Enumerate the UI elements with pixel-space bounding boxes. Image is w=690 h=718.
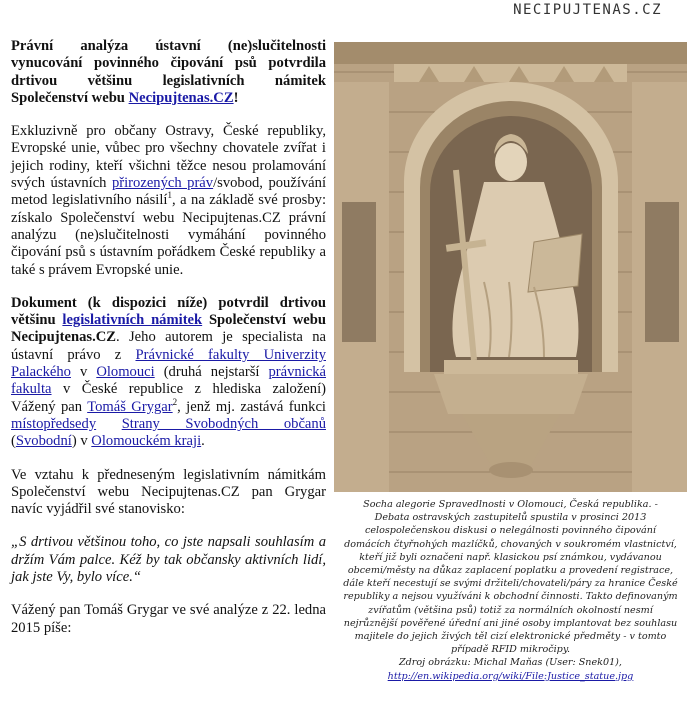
caption-line: celospolečenskou diskusi o nelegálnosti povinného čipování — [364, 525, 657, 537]
footnote-2: 2 — [172, 396, 178, 407]
objections-link[interactable]: legislativních námitek — [62, 312, 203, 329]
region-link[interactable]: Olomouckém kraji — [91, 433, 202, 450]
svobodni-link[interactable]: Svobodní — [15, 433, 72, 450]
paragraph-1 — [11, 123, 326, 279]
caption-line: případě RFID mikročipy. — [450, 644, 571, 656]
faculty-link[interactable]: Právnické fakulty Univerzity Palackého — [11, 346, 326, 381]
para2-text-4: v České republice z hlediska založení) Vážený pan — [11, 381, 326, 415]
para2-text-2: v — [70, 364, 97, 381]
para2-text-3: (druhá nejstarší — [154, 364, 269, 381]
caption-line: nejrůznější pověřené úřední ani jiné osoby implantovat bez souhlasu — [343, 617, 678, 629]
para2-text-8: ) v — [71, 433, 92, 450]
natural-rights-link[interactable]: přirozených práv — [111, 175, 214, 192]
caption-line: republiky a nejsou využíváni k obchodní činnosti. Takto definovaným — [343, 591, 678, 603]
paragraph-2 — [11, 295, 326, 451]
law-faculty-link[interactable]: právnická fakulta — [11, 364, 326, 398]
caption-line: zvířatům (většina psů) totiž za normálních okolností nesmí — [368, 604, 653, 616]
justice-statue-photo — [334, 42, 687, 492]
para2-text-7: ( — [11, 433, 16, 450]
vice-chair-link[interactable]: místopředsedy — [11, 415, 97, 432]
para2-bold-2: Společenství webu Necipujtenas.CZ — [11, 312, 326, 346]
site-header: NECIPUJTENAS.CZ — [513, 2, 662, 18]
article-text — [11, 38, 326, 653]
para2-text-5: , jenž mj. zastává funkci — [177, 398, 326, 415]
intro-bold-end: ! — [233, 89, 239, 106]
grygar-link[interactable]: Tomáš Grygar — [87, 398, 173, 415]
statue-illustration — [334, 42, 687, 492]
para1-text-3: , a na základě své prosby: získalo Společenství webu Necipujtenas.CZ právní analýzu (ne)slučitelnosti vymáhání povinného čipování psů s ústavním pořádkem České republiky a také s právem Evropské unie. — [11, 192, 327, 278]
caption-line: obcemi/městy na důkaz zaplacení poplatku a provedení registrace, — [347, 565, 674, 577]
para2-text-1: . Jeho autorem je specialista na ústavní právo z — [11, 329, 326, 363]
image-source-link[interactable]: http://en.wikipedia.org/wiki/File:Justice_statue.jpg — [387, 670, 634, 682]
site-link[interactable]: Necipujtenas.CZ — [128, 89, 234, 106]
olomouc-link[interactable]: Olomouci — [96, 364, 155, 381]
paragraph-3: Ve vztahu k předneseným legislativním námitkám Společenství webu Necipujtenas.CZ pan Grygar navíc vyjádřil své stanovisko: — [11, 466, 326, 518]
party-link[interactable]: Strany Svobodných občanů — [121, 415, 326, 432]
intro-paragraph — [11, 38, 326, 107]
intro-bold-text: Právní analýza ústavní (ne)slučitelnosti vynucování povinného čipování psů potvrdila drtivou většinu legislativních námitek Společenství webu — [11, 38, 326, 106]
para2-bold-1: Dokument (k dispozici níže) potvrdil drtivou většinu — [11, 294, 326, 329]
para1-text-2: /svobod, používání metod legislativního násilí — [11, 175, 326, 209]
para2-text-9: . — [201, 433, 205, 450]
caption-line: Zdroj obrázku: Michal Maňas (User: Snek01), — [399, 657, 622, 669]
para1-text-1: Exkluzivně pro občany Ostravy, České republiky, Evropské unie, vůbec pro všechny chovatele zvířat i jejich rodiny, kteří všichni těžce nesou prolamování svých ústavních — [11, 123, 326, 192]
caption-line: dále kteří necestují se svými držiteli/chovateli/páry za hranice České — [343, 578, 678, 590]
paragraph-4: Vážený pan Tomáš Grygar ve své analýze z 22. ledna 2015 píše: — [11, 602, 326, 636]
caption-line: Socha alegorie Spravedlnosti v Olomouci, Česká republika. - — [363, 499, 658, 510]
caption-line: Debata ostravských zastupitelů spustila v prosinci 2013 — [374, 512, 647, 524]
grygar-quote: „S drtivou většinou toho, co jste napsali souhlasím a držím Vám palce. Kéž by tak občansky aktivních lidí, jak jste Vy, bylo více.“ — [11, 534, 326, 586]
caption-line: domácích čtyřnohých mazlíčků, chovaných v soukromém vlastnictví, — [344, 538, 677, 550]
photo-caption — [334, 492, 687, 704]
caption-line: kteří již byli označeni např. klasickou psí známkou, vydávanou — [359, 551, 662, 563]
para2-text-6 — [96, 416, 122, 432]
footnote-1: 1 — [167, 190, 172, 201]
caption-line: majitele do jejich živých těl cizí elektronické předměty - v tomto — [354, 631, 667, 643]
